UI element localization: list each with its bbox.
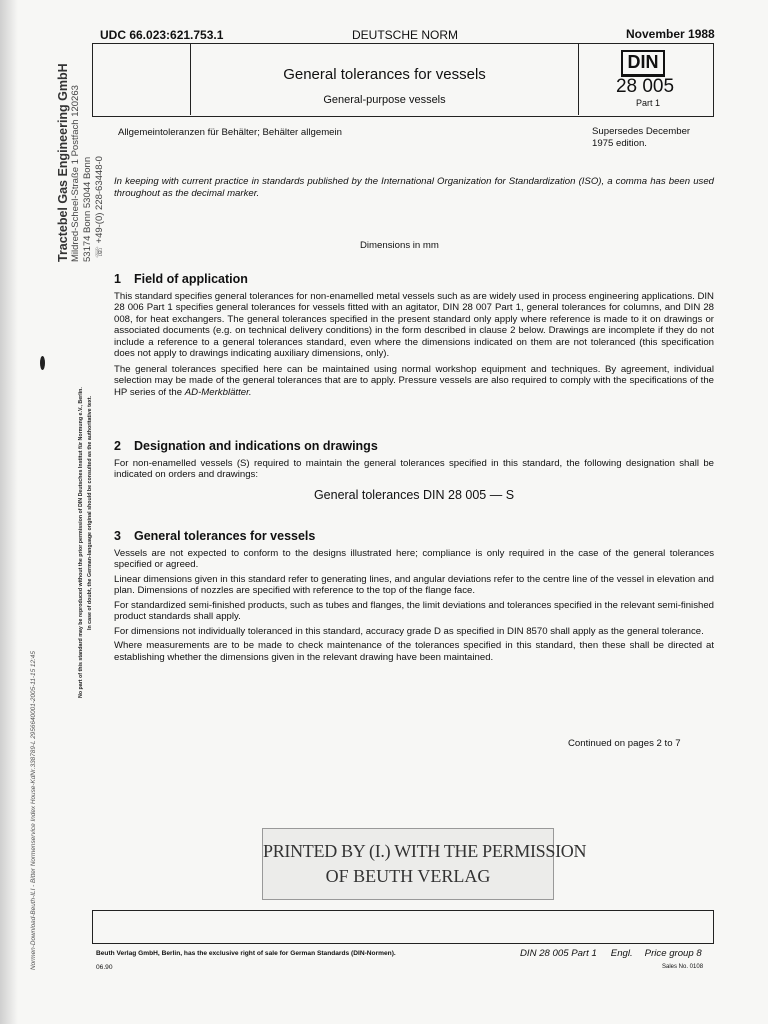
din-logo: DIN — [621, 50, 665, 77]
designation-example: General tolerances DIN 28 005 — S — [313, 487, 515, 502]
section-3-paragraph-5: Where measurements are to be made to check maintenance of the tolerances specified in this standard, then these shall be directed at establishing whether the dimensions given in the relevant drawing have been maintained. — [114, 640, 714, 663]
dimensions-note: Dimensions in mm — [360, 240, 439, 251]
section-3-heading: 3 General tolerances for vessels — [114, 529, 316, 543]
german-title: Allgemeintoleranzen für Behälter; Behälter allgemein — [118, 127, 342, 138]
document-title: General tolerances for vessels — [283, 66, 486, 83]
section-1-paragraph-1: This standard specifies general tolerances for non-enamelled metal vessels such as are widely used in process engineering applications. DIN 28 006 Part 1 specifies general tolerances for vessels fitted with an agitator, DIN 28 007 Part 1, general tolerances for columns, and DIN 28 008, for heat exchangers. The general tolerances specified in the present standard only apply where reference is made to it on drawings or associated documents (e.g. on technical delivery conditions) in the form described in clause 2 below. Drawings are incomplete if they do not include a reference to a general tolerances standard, even where the dimensions indicated on them are not toleranced (this specification does not apply to drawings indicating auxiliary dimensions, only). — [114, 290, 714, 359]
continued-note: Continued on pages 2 to 7 — [568, 738, 681, 749]
footer-code: 06.90 — [96, 964, 113, 971]
scan-shadow — [0, 0, 18, 1024]
din-part: Part 1 — [635, 98, 660, 108]
frame-divider-right — [578, 43, 579, 115]
section-2-paragraph: For non-enamelled vessels (S) required to maintain the general tolerances specified in this standard, the following designation shall be indicated on orders and drawings: — [114, 457, 714, 480]
section-2 — [114, 441, 714, 501]
footer-reference: DIN 28 005 Part 1 Engl. Price group 8 — [520, 948, 702, 959]
section-3-paragraph-2: Linear dimensions given in this standard refer to generating lines, and angular deviations refer to the centre line of the vessel in elevation and plan. Dimensions of nozzles are specified with reference to the top of the flange face. — [114, 573, 714, 596]
company-phone: ☏ +49-(0) 228-63448-0 — [94, 156, 105, 258]
section-1 — [114, 274, 714, 398]
issue-date: November 1988 — [626, 27, 715, 41]
iso-note: In keeping with current practice in standards published by the International Organization for Standardization (ISO), a comma has been used throughout as the decimal marker. — [114, 176, 714, 199]
copyright-notice-2: In case of doubt, the German-language original should be consulted as the authoritative text. — [87, 396, 93, 630]
stamp-line-2: OF BEUTH VERLAG — [325, 866, 491, 886]
company-name: Tractebel Gas Engineering GmbH — [56, 63, 70, 262]
din-number: 28 005 — [615, 76, 675, 97]
supersedes-line-2: 1975 edition. — [592, 138, 647, 149]
section-1-heading: 1 Field of application — [114, 272, 248, 286]
company-address-2: 53174 Bonn 53044 Bonn — [82, 156, 93, 262]
section-3 — [114, 531, 714, 663]
company-address-1: Mildred-Scheel-Straße 1 Postfach 120263 — [70, 85, 81, 262]
document-subtitle: General-purpose vessels — [323, 94, 446, 106]
download-watermark: Normen-Download-Beuth-ILI - Bitter Normenservice Index House-KdNr.338789-L 2956640001-2005-11-15 12:45 — [30, 651, 37, 970]
section-3-paragraph-1: Vessels are not expected to conform to the designs illustrated here; compliance is only required in the case of the general tolerances specified or agreed. — [114, 547, 714, 570]
deutsche-norm-label: DEUTSCHE NORM — [352, 28, 459, 42]
copyright-notice: No part of this standard may be reproduced without the prior permission of DIN Deutsches Institut für Normung e.V., Berlin. — [78, 387, 84, 698]
supersedes-note — [592, 126, 690, 150]
section-1-paragraph-2: The general tolerances specified here can be maintained using normal workshop equipment and techniques. By agreement, individual selection may be made of the general tolerances that are to apply. Pressure vessels are also required to comply with the specifications of the HP series of the AD-Merkblätter. — [114, 363, 714, 398]
punch-hole-mark — [40, 356, 45, 370]
printed-permission-stamp — [262, 828, 587, 900]
supersedes-line-1: Supersedes December — [592, 126, 691, 137]
section-3-paragraph-4: For dimensions not individually toleranced in this standard, accuracy grade D as specified in DIN 8570 shall apply as the general tolerance. — [114, 625, 704, 637]
footer-frame — [92, 910, 714, 944]
footer-publisher: Beuth Verlag GmbH, Berlin, has the exclusive right of sale for German Standards (DIN-Normen). — [96, 950, 396, 957]
stamp-line-1: PRINTED BY (I.) WITH THE PERMISSION — [263, 841, 587, 861]
footer-sales-number: Sales No. 0108 — [662, 964, 704, 970]
section-2-heading: 2 Designation and indications on drawings — [114, 439, 378, 453]
section-3-paragraph-3: For standardized semi-finished products, such as tubes and flanges, the limit deviations and tolerances specified in the relevant semi-finished product standards shall apply. — [114, 599, 714, 622]
udc-code: UDC 66.023:621.753.1 — [100, 28, 224, 42]
